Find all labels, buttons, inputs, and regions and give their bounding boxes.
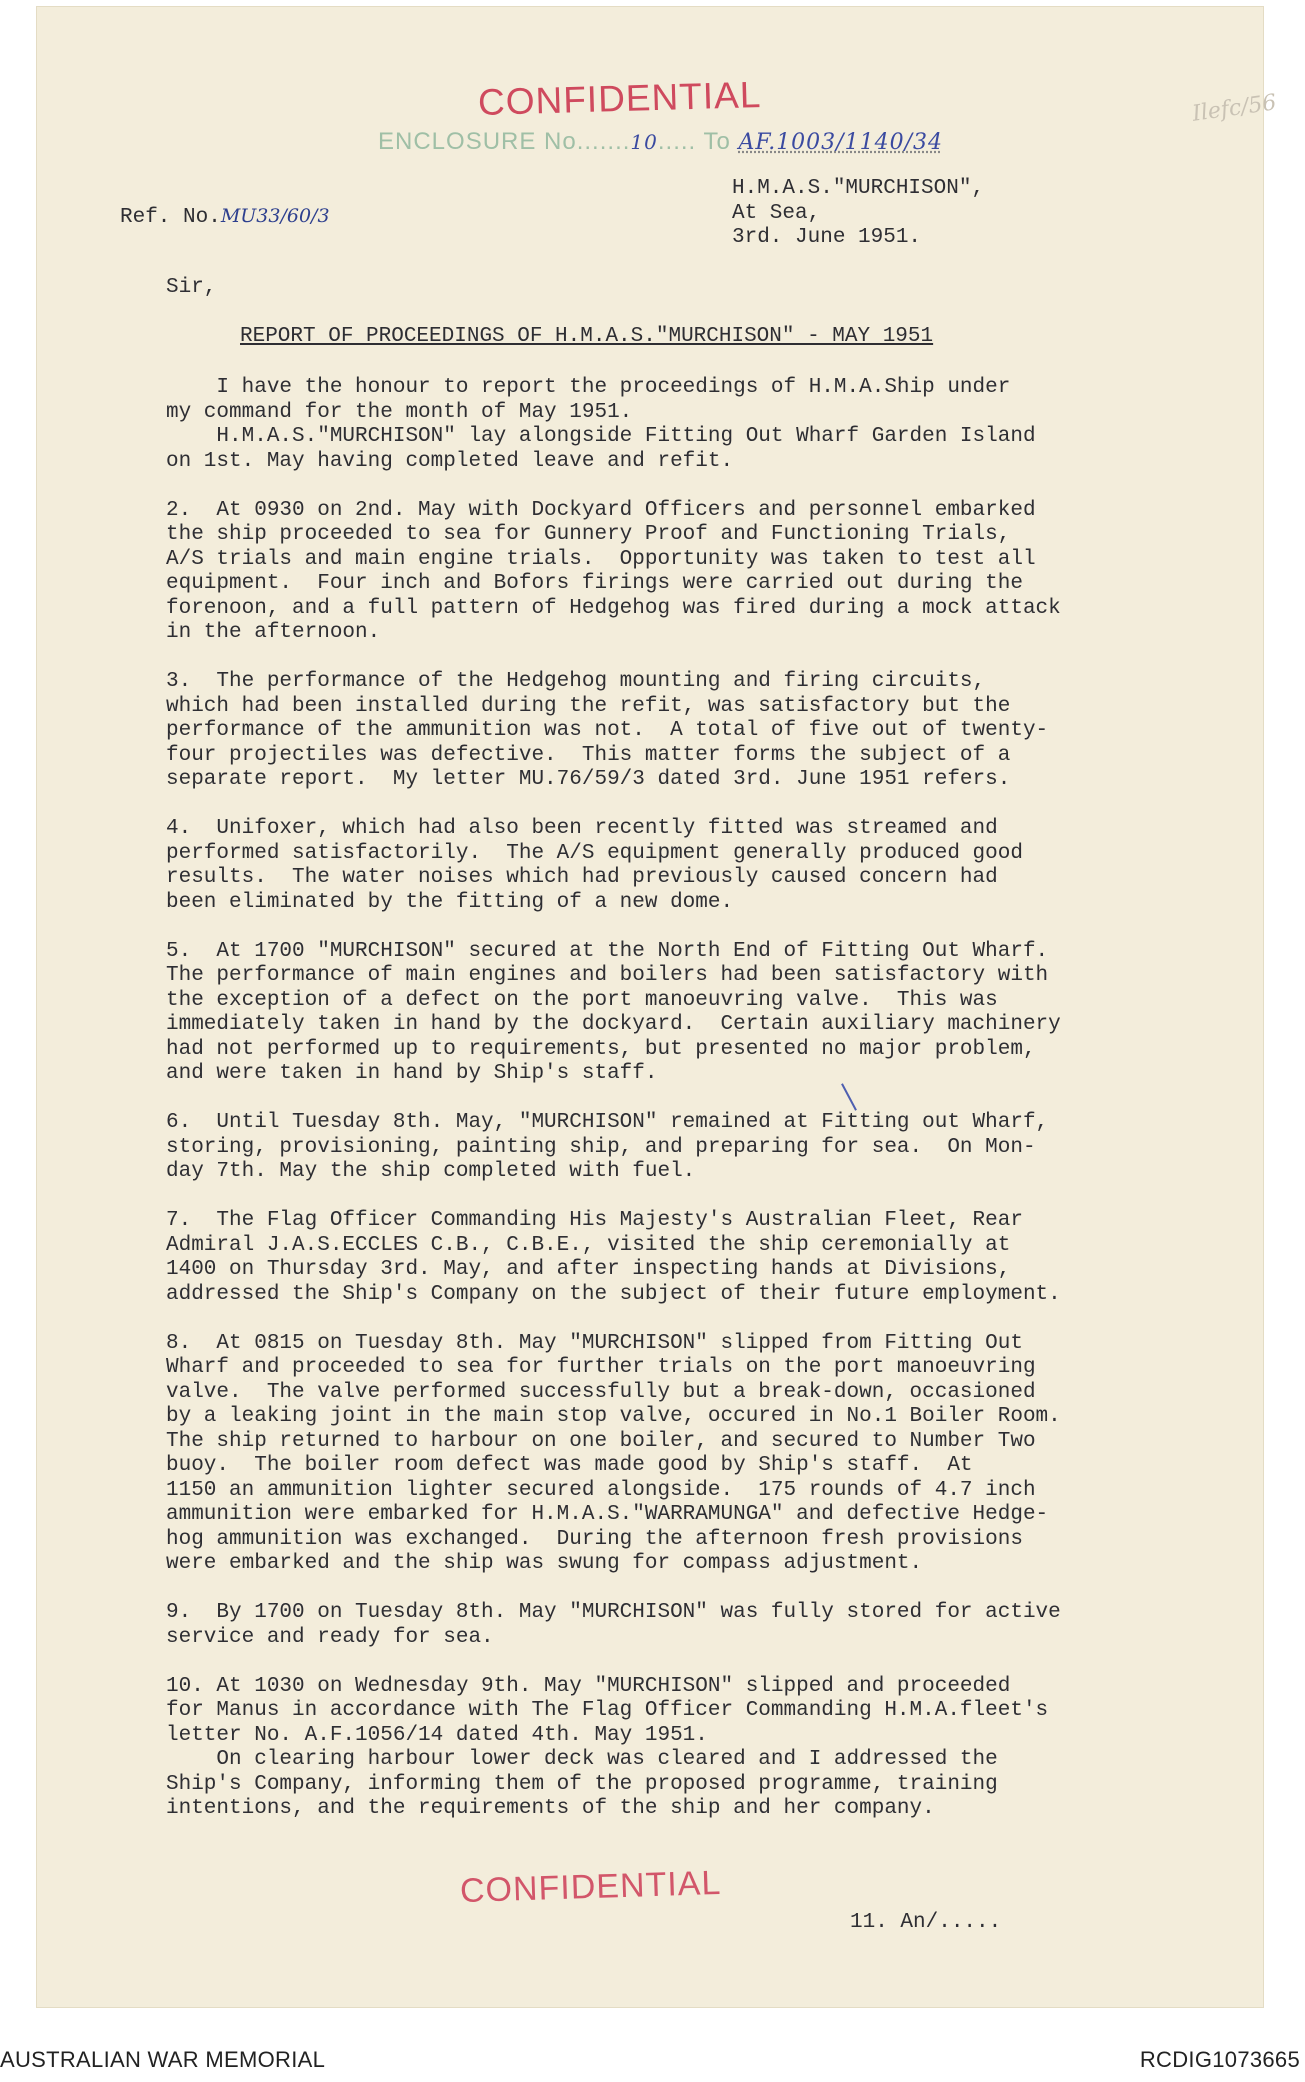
enclosure-stamp: ENCLOSURE No.......10..... To AF.1003/1140/34 [378,128,943,155]
enclosure-label: ENCLOSURE No. [378,128,585,155]
sender-address: H.M.A.S."MURCHISON", At Sea, 3rd. June 1951. [732,177,985,249]
report-title: REPORT OF PROCEEDINGS OF H.M.A.S."MURCHISON" - MAY 1951 [240,325,934,348]
enclosure-to-ref: AF.1003/1140/34 [738,130,943,155]
salutation: Sir, [166,276,217,299]
report-body: I have the honour to report the proceedings of H.M.A.Ship under my command for the month of May 1951. H.M.A.S."MURCHISON" lay alongside Fitting Out Wharf Garden Island on 1st. May having completed leave and refit. 2. At 0930 on 2nd. May with Dockyard Officers and personnel embarked the ship proceeded to sea for Gunnery Proof and Functioning Trials, A/S trials and main engine trials. Opportunity was taken to test all equipment. Four inch and Bofors firings were carried out during the forenoon, and a full pattern of Hedgehog was fired during a mock attack in the afternoon. 3. The performance of the Hedgehog mounting and firing circuits, which had been installed during the refit, was satisfactory but the performance of the ammunition was not. A total of five out of twenty- four projectiles was defective. This matter forms the subject of a separate report. My letter MU.76/59/3 dated 3rd. June 1951 refers. 4. Unifoxer, which had also been recently fitted was streamed and performed satisfactorily. The A/S equipment generally produced good results. The water noises which had previously caused concern had been eliminated by the fitting of a new dome. 5. At 1700 "MURCHISON" secured at the North End of Fitting Out Wharf. The performance of main engines and boilers had been satisfactory with the exception of a defect on the port manoeuvring valve. This was immediately taken in hand by the dockyard. Certain auxiliary machinery had not performed up to requirements, but presented no major problem, and were taken in hand by Ship's staff. 6. Until Tuesday 8th. May, "MURCHISON" remained at Fitting out Wharf, storing, provisioning, painting ship, and preparing for sea. On Mon- day 7th. May the ship completed with fuel. 7. The Flag Officer Commanding His Majesty's Australian Fleet, Rear Admiral J.A.S.ECCLES C.B., C.B.E., visited the ship ceremonially at 1400 on Thursday 3rd. May, and after inspecting hands at Divisions, addressed the Ship's Company on the subject of their future employment. 8. At 0815 on Tuesday 8th. May "MURCHISON" slipped from Fitting Out Wharf and proceeded to sea for further trials on the port manoeuvring valve. The valve performed successfully but a break-down, occasioned by a leaking joint in the main stop valve, occured in No.1 Boiler Room. The ship returned to harbour on one boiler, and secured to Number Two buoy. The boiler room defect was made good by Ship's staff. At 1150 an ammunition lighter secured alongside. 175 rounds of 4.7 inch ammunition were embarked for H.M.A.S."WARRAMUNGA" and defective Hedge- hog ammunition was exchanged. During the afternoon fresh provisions were embarked and the ship was swung for compass adjustment. 9. By 1700 on Tuesday 8th. May "MURCHISON" was fully stored for active service and ready for sea. 10. At 1030 on Wednesday 9th. May "MURCHISON" slipped and proceeded for Manus in accordance with The Flag Officer Commanding H.M.A.fleet's letter No. A.F.1056/14 dated 4th. May 1951. On clearing harbour lower deck was cleared and I addressed the Ship's Company, informing them of the proposed programme, training intentions, and the requirements of the ship and her company. [166,376,1061,1820]
enclosure-number: 10 [630,130,658,154]
confidential-stamp-bottom: CONFIDENTIAL [459,1863,722,1911]
continuation-marker: 11. An/..... [850,1911,1002,1934]
reference-number [120,204,330,231]
confidential-stamp-top: CONFIDENTIAL [477,74,762,123]
ref-label: Ref. No. [120,206,221,229]
ref-number-handwritten: MU33/60/3 [220,205,330,227]
footer-record-id: RCDIG1073665 [1139,2047,1300,2072]
footer-archive-name: AUSTRALIAN WAR MEMORIAL [0,2047,326,2072]
margin-pencil-note: Ilefc/56 [1190,90,1278,127]
enclosure-to-label: To [703,128,731,155]
